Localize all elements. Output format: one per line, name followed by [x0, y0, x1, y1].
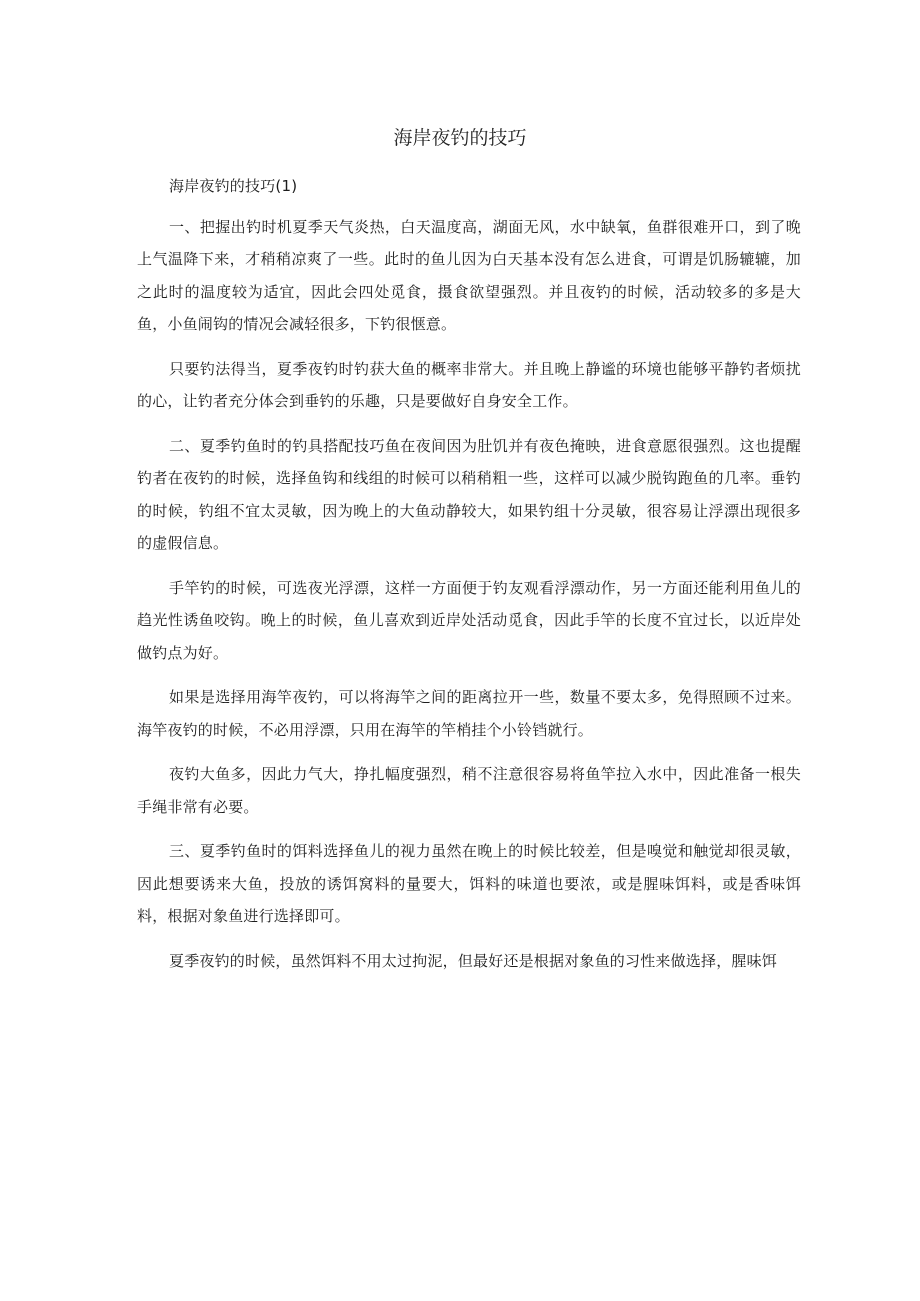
paragraph-method: 只要钓法得当，夏季夜钓时钓获大鱼的概率非常大。并且晚上静谧的环境也能够平静钓者烦扰的心，让钓者充分体会到垂钓的乐趣，只是要做好自身安全工作。 [137, 359, 801, 410]
paragraph-tackle: 二、夏季钓鱼时的钓具搭配技巧鱼在夜间因为肚饥并有夜色掩映，进食意愿很强烈。这也提醒钓者在夜钓的时候，选择鱼钩和线组的时候可以稍稍粗一些，这样可以减少脱钩跑鱼的几率。垂钓的时候，钓组不宜太灵敏，因为晚上的大鱼动静较大，如果钓组十分灵敏，很容易让浮漂出现很多的虚假信息。 [137, 436, 801, 552]
section-subtitle: 海岸夜钓的技巧(1) [169, 177, 298, 195]
paragraph-timing: 一、把握出钓时机夏季天气炎热，白天温度高，湖面无风，水中缺氧，鱼群很难开口，到了晚上气温降下来，才稍稍凉爽了一些。此时的鱼儿因为白天基本没有怎么进食，可谓是饥肠辘辘，加之此时的温度较为适宜，因此会四处觅食，摄食欲望强烈。并且夜钓的时候，活动较多的多是大鱼，小鱼闹钩的情况会减轻很多，下钓很惬意。 [137, 217, 801, 333]
paragraph-hand-rod: 手竿钓的时候，可选夜光浮漂，这样一方面便于钓友观看浮漂动作，另一方面还能利用鱼儿的趋光性诱鱼咬钩。晚上的时候，鱼儿喜欢到近岸处活动觅食，因此手竿的长度不宜过长，以近岸处做钓点为好。 [137, 578, 801, 662]
paragraph-sea-rod: 如果是选择用海竿夜钓，可以将海竿之间的距离拉开一些，数量不要太多，免得照顾不过来。海竿夜钓的时候，不必用浮漂，只用在海竿的竿梢挂个小铃铛就行。 [137, 688, 801, 739]
paragraph-bait: 三、夏季钓鱼时的饵料选择鱼儿的视力虽然在晚上的时候比较差，但是嗅觉和触觉却很灵敏，因此想要诱来大鱼，投放的诱饵窝料的量要大，饵料的味道也要浓，或是腥味饵料，或是香味饵料，根据对象鱼进行选择即可。 [137, 842, 801, 925]
document-title: 海岸夜钓的技巧 [393, 127, 527, 149]
document-body [137, 170, 801, 989]
paragraph-safety-rope: 夜钓大鱼多，因此力气大，挣扎幅度强烈，稍不注意很容易将鱼竿拉入水中，因此准备一根失手绳非常有必要。 [137, 765, 801, 816]
paragraph-bait-choice: 夏季夜钓的时候，虽然饵料不用太过拘泥，但最好还是根据对象鱼的习性来做选择，腥味饵 [169, 951, 778, 970]
